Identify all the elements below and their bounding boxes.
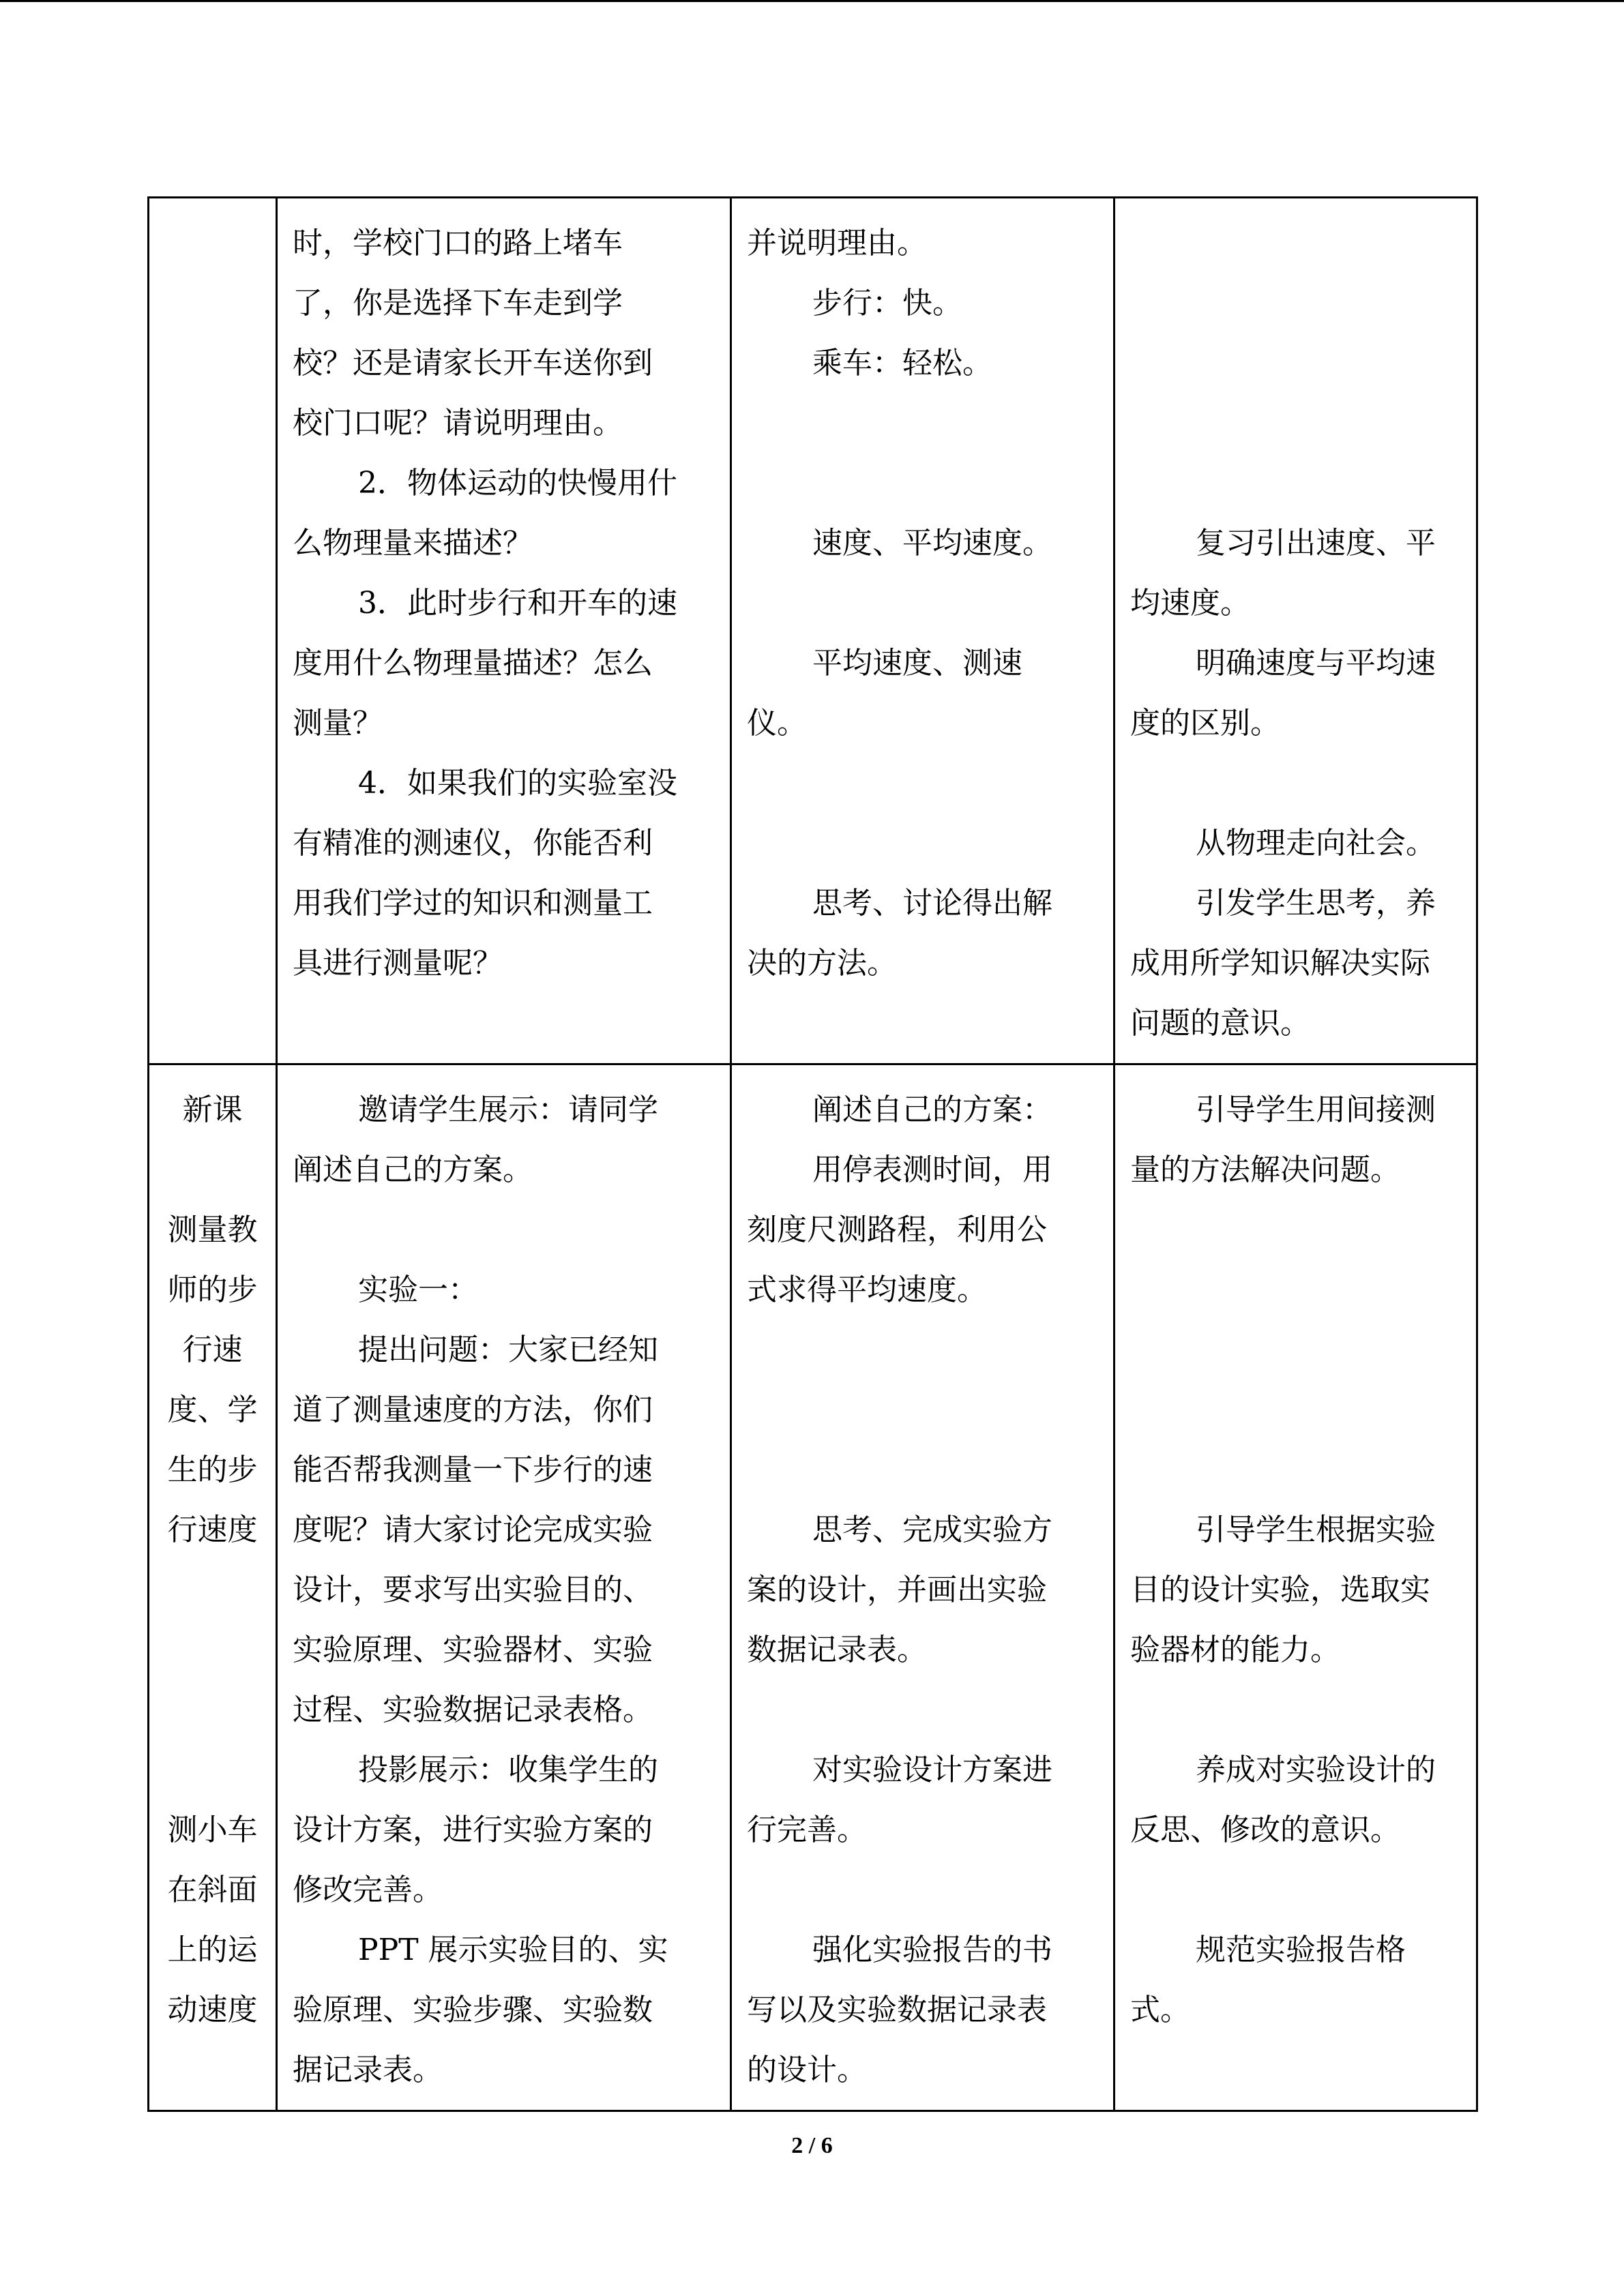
- cell-text-line: 提出问题：大家已经知: [358, 1332, 658, 1367]
- cell-text-line: 度用什么物理量描述？怎么: [293, 646, 653, 681]
- cell-text-line: 强化实验报告的书: [812, 1933, 1052, 1967]
- cell-text-line: 步行：快。: [812, 286, 962, 320]
- cell-text-line: 测小车: [167, 1813, 258, 1847]
- cell-text-line: 行完善。: [747, 1813, 867, 1847]
- cell-text-line: 思考、讨论得出解: [812, 886, 1052, 921]
- cell-text-line: 度、学: [167, 1392, 258, 1427]
- cell-text-line: 均速度。: [1130, 586, 1250, 621]
- cell-text-line: 时，学校门口的路上堵车: [293, 226, 623, 260]
- cell-text-line: 道了测量速度的方法，你们: [293, 1392, 653, 1427]
- cell-text-line: 决的方法。: [747, 946, 897, 981]
- cell-text-line: [1130, 393, 1461, 453]
- cell-text-line: 设计方案，进行实验方案的: [293, 1813, 653, 1847]
- cell-text-line: [747, 1680, 1098, 1740]
- cell-text-line: 2．物体运动的快慢用什: [358, 466, 677, 501]
- cell-text-line: [1130, 273, 1461, 333]
- cell-text-line: [155, 1140, 270, 1200]
- cell-text-line: 么物理量来描述？: [293, 526, 533, 561]
- cell-text-line: [747, 573, 1098, 633]
- cell-text-line: 投影展示：收集学生的: [358, 1753, 658, 1787]
- cell-text-line: 案的设计，并画出实验: [747, 1572, 1047, 1607]
- cell-text-line: 仪。: [747, 706, 807, 741]
- cell-text-line: 养成对实验设计的: [1196, 1753, 1436, 1787]
- cell-text-line: 实验一：: [358, 1272, 478, 1307]
- cell-text-line: [747, 393, 1098, 453]
- cell-text-line: [1130, 754, 1461, 814]
- cell-text-line: [1130, 453, 1461, 513]
- cell-text-line: 生的步: [167, 1452, 258, 1487]
- cell-text-line: [1130, 1200, 1461, 1260]
- cell-text-line: 校门口呢？请说明理由。: [293, 406, 623, 441]
- cell-text-line: [747, 1440, 1098, 1500]
- cell-text-line: [1130, 333, 1461, 393]
- page-top-border: [0, 0, 1624, 2]
- cell-text-line: PPT 展示实验目的、实: [358, 1933, 668, 1967]
- cell-text-line: [155, 1740, 270, 1800]
- cell-text-line: [1130, 1860, 1461, 1920]
- cell-text-line: 明确速度与平均速: [1196, 646, 1436, 681]
- cell-text-line: 式。: [1130, 1993, 1190, 2027]
- cell-text-line: 写以及实验数据记录表: [747, 1993, 1047, 2027]
- cell-text-line: 邀请学生展示：请同学: [358, 1092, 658, 1127]
- cell-text-line: 规范实验报告格: [1196, 1933, 1406, 1967]
- cell-text-line: 对实验设计方案进: [812, 1753, 1052, 1787]
- cell-text-line: 并说明理由。: [747, 226, 927, 260]
- cell-text-line: 数据记录表。: [747, 1632, 927, 1667]
- cell-text-line: [747, 1380, 1098, 1440]
- cell-text-line: [155, 1620, 270, 1680]
- stage-cell: [149, 198, 277, 1064]
- cell-text-line: [155, 1560, 270, 1620]
- cell-text-line: [747, 814, 1098, 874]
- cell-text-line: 了，你是选择下车走到学: [293, 286, 623, 320]
- cell-text-line: 行速: [182, 1332, 243, 1367]
- cell-text-line: 平均速度、测速: [812, 646, 1022, 681]
- cell-text-line: 阐述自己的方案。: [293, 1152, 533, 1187]
- cell-text-line: 能否帮我测量一下步行的速: [293, 1452, 653, 1487]
- cell-text-line: 在斜面: [167, 1873, 258, 1907]
- cell-text-line: 验器材的能力。: [1130, 1632, 1340, 1667]
- stage-cell: [149, 1064, 277, 2111]
- cell-text-line: 动速度: [167, 1993, 258, 2027]
- cell-text-line: 过程、实验数据记录表格。: [293, 1693, 653, 1727]
- cell-text-line: 用我们学过的知识和测量工: [293, 886, 653, 921]
- cell-text-line: [293, 1200, 715, 1260]
- cell-text-line: 成用所学知识解决实际: [1130, 946, 1430, 981]
- design-intent-cell: [1114, 1064, 1477, 2111]
- cell-text-line: 据记录表。: [293, 2053, 443, 2087]
- cell-text-line: 问题的意识。: [1130, 1006, 1310, 1041]
- cell-text-line: 修改完善。: [293, 1873, 443, 1907]
- cell-text-line: 引导学生根据实验: [1196, 1512, 1436, 1547]
- cell-text-line: [1130, 1380, 1461, 1440]
- cell-text-line: [747, 1860, 1098, 1920]
- cell-text-line: 设计，要求写出实验目的、: [293, 1572, 653, 1607]
- cell-text-line: 目的设计实验，选取实: [1130, 1572, 1430, 1607]
- cell-text-line: 校？还是请家长开车送你到: [293, 346, 653, 381]
- cell-text-line: 行速度: [167, 1512, 258, 1547]
- cell-text-line: [747, 754, 1098, 814]
- cell-text-line: 4．如果我们的实验室没: [358, 766, 677, 801]
- cell-text-line: 阐述自己的方案：: [812, 1092, 1052, 1127]
- cell-text-line: 思考、完成实验方: [812, 1512, 1052, 1547]
- cell-text-line: 从物理走向社会。: [1196, 826, 1436, 861]
- cell-text-line: 的设计。: [747, 2053, 867, 2087]
- cell-text-line: 测量教: [167, 1212, 258, 1247]
- cell-text-line: 式求得平均速度。: [747, 1272, 987, 1307]
- table-row: [149, 198, 1477, 1064]
- cell-text-line: 度的区别。: [1130, 706, 1280, 741]
- cell-text-line: 新课: [182, 1092, 243, 1127]
- lesson-plan-table: [147, 196, 1478, 2112]
- cell-text-line: 师的步: [167, 1272, 258, 1307]
- cell-text-line: 实验原理、实验器材、实验: [293, 1632, 653, 1667]
- page-number: 2 / 6: [791, 2133, 833, 2158]
- cell-text-line: 量的方法解决问题。: [1130, 1152, 1400, 1187]
- cell-text-line: 反思、修改的意识。: [1130, 1813, 1400, 1847]
- cell-text-line: 有精准的测速仪，你能否利: [293, 826, 653, 861]
- design-intent-cell: [1114, 198, 1477, 1064]
- cell-text-line: 度呢？请大家讨论完成实验: [293, 1512, 653, 1547]
- cell-text-line: 引导学生用间接测: [1196, 1092, 1436, 1127]
- cell-text-line: [155, 1680, 270, 1740]
- cell-text-line: [747, 1320, 1098, 1380]
- cell-text-line: 具进行测量呢？: [293, 946, 503, 981]
- cell-text-line: 乘车：轻松。: [812, 346, 992, 381]
- student-activity-cell: [731, 198, 1114, 1064]
- cell-text-line: [1130, 1260, 1461, 1320]
- cell-text-line: 上的运: [167, 1933, 258, 1967]
- cell-text-line: 速度、平均速度。: [812, 526, 1052, 561]
- table-row: [149, 1064, 1477, 2111]
- cell-text-line: 引发学生思考，养: [1196, 886, 1436, 921]
- cell-text-line: 验原理、实验步骤、实验数: [293, 1993, 653, 2027]
- teacher-activity-cell: [277, 1064, 731, 2111]
- teacher-activity-cell: [277, 198, 731, 1064]
- cell-text-line: 刻度尺测路程，利用公: [747, 1212, 1047, 1247]
- cell-text-line: [1130, 213, 1461, 273]
- student-activity-cell: [731, 1064, 1114, 2111]
- cell-text-line: 3．此时步行和开车的速: [358, 586, 677, 621]
- cell-text-line: [1130, 1680, 1461, 1740]
- cell-text-line: [1130, 1320, 1461, 1380]
- cell-text-line: 测量？: [293, 706, 383, 741]
- cell-text-line: 用停表测时间，用: [812, 1152, 1052, 1187]
- cell-text-line: [1130, 1440, 1461, 1500]
- cell-text-line: [747, 453, 1098, 513]
- cell-text-line: 复习引出速度、平: [1196, 526, 1436, 561]
